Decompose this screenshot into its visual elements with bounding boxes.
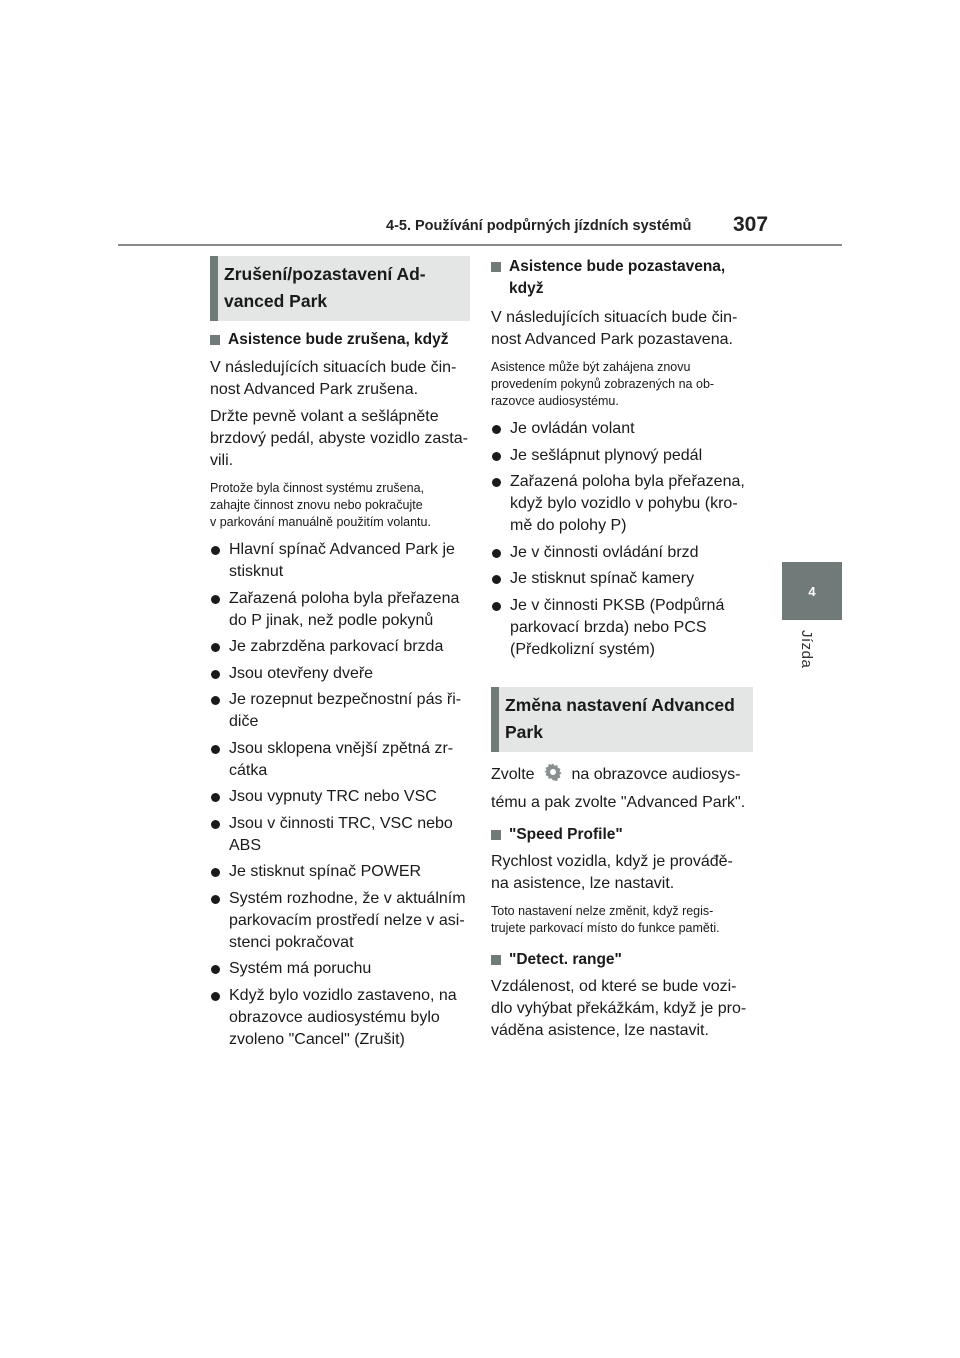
- bullet-dot-icon: [211, 868, 220, 877]
- bullet-item: [210, 663, 470, 685]
- subhead-line: když: [509, 280, 544, 297]
- bullet-line: (Předkolizní systém): [510, 640, 655, 658]
- bullet-text: [229, 813, 453, 857]
- bullet-line: Když bylo vozidlo zastaveno, na: [229, 986, 457, 1004]
- gear-icon: [543, 762, 563, 789]
- bullet-item: [210, 861, 470, 883]
- paragraph-line: váděna asistence, lze nastavit.: [491, 1021, 709, 1039]
- page-number: 307: [733, 213, 769, 236]
- bullet-text: [229, 663, 373, 685]
- paragraph-line: brzdový pedál, abyste vozidlo zasta-: [210, 430, 468, 447]
- paragraph-line: tému a pak zvolte "Advanced Park".: [491, 793, 746, 811]
- square-bullet-icon: [491, 262, 501, 272]
- bullet-line: ABS: [229, 836, 262, 854]
- paragraph-line: na asistence, lze nastavit.: [491, 874, 675, 892]
- bullet-line: Jsou sklopena vnější zpětná zr-: [229, 739, 454, 757]
- subhead-cancelled: [210, 329, 470, 351]
- bullet-text: [229, 985, 457, 1051]
- note-line: Toto nastavení nelze změnit, když regis-: [491, 903, 714, 918]
- bullet-line: Systém má poruchu: [229, 960, 372, 977]
- paragraph-line: V následujících situacích bude čin-: [491, 309, 738, 326]
- subhead-text: "Speed Profile": [509, 825, 623, 843]
- bullet-dot-icon: [492, 478, 501, 487]
- bullet-dot-icon: [211, 696, 220, 705]
- bullet-text: [229, 958, 371, 980]
- bullet-text: [229, 588, 459, 632]
- bullet-text: [510, 542, 699, 564]
- note: [210, 480, 470, 531]
- bullet-item: [491, 568, 753, 590]
- bullet-text: [510, 418, 635, 440]
- bullet-line: Je stisknut spínač kamery: [510, 570, 695, 587]
- bullet-item: [210, 813, 470, 857]
- bullet-line: Zařazená poloha byla přeřazena,: [510, 473, 745, 490]
- bullet-line: Je stisknut spínač POWER: [229, 863, 422, 880]
- bullet-dot-icon: [492, 575, 501, 584]
- bullet-line: Je zabrzděna parkovací brzda: [229, 638, 444, 655]
- paragraph-line: Vzdálenost, od které se bude vozi-: [491, 977, 737, 995]
- note-line: Protože byla činnost systému zrušena,: [210, 481, 424, 495]
- subhead-line: Asistence bude pozastavena,: [509, 258, 726, 275]
- paragraph-line: V následujících situacích bude čin-: [210, 359, 457, 376]
- header-section-title: 4-5. Používání podpůrných jízdních systémů: [386, 218, 692, 234]
- subhead-text: [509, 256, 725, 300]
- bullet-dot-icon: [211, 793, 220, 802]
- bullet-item: [210, 738, 470, 782]
- bullet-dot-icon: [492, 425, 501, 434]
- square-bullet-icon: [210, 335, 220, 345]
- bullet-dot-icon: [211, 546, 220, 555]
- bullet-dot-icon: [492, 602, 501, 611]
- section-heading-cancel: [210, 256, 470, 321]
- bullet-text: [510, 568, 694, 590]
- section-heading-line: vanced Park: [224, 291, 328, 311]
- bullet-text: [510, 445, 702, 467]
- bullet-item: [210, 888, 470, 954]
- bullet-line: obrazovce audiosystému bylo: [229, 1008, 440, 1026]
- bullet-text: [510, 471, 745, 537]
- header-rule: [118, 244, 842, 246]
- bullet-text: [229, 786, 437, 808]
- note-line: razovce audiosystému.: [491, 394, 619, 408]
- section-heading-line: Změna nastavení Advanced: [505, 694, 735, 715]
- paragraph-line: [491, 762, 753, 789]
- paragraph: [491, 976, 753, 1042]
- bullet-dot-icon: [211, 820, 220, 829]
- subhead-text: "Detect. range": [509, 950, 622, 968]
- bullet-dot-icon: [211, 670, 220, 679]
- bullet-list: [491, 418, 753, 661]
- bullet-line: Jsou vypnuty TRC nebo VSC: [229, 788, 437, 805]
- bullet-item: [210, 636, 470, 658]
- subhead-speed-profile: [491, 824, 753, 846]
- paragraph: [491, 851, 753, 895]
- paragraph-line: dlo vyhýbat překážkám, když je pro-: [491, 999, 747, 1017]
- bullet-text: [229, 861, 421, 883]
- section-heading-line: Zrušení/pozastavení Ad-: [224, 264, 426, 284]
- paragraph: [210, 406, 470, 472]
- bullet-line: když bylo vozidlo v pohybu (kro-: [510, 495, 738, 512]
- section-heading-settings: [491, 687, 753, 752]
- bullet-item: [210, 958, 470, 980]
- subhead-text: Asistence bude zrušena, když: [228, 331, 449, 348]
- subhead-paused: [491, 256, 753, 300]
- note-line: trujete parkovací místo do funkce paměti.: [491, 920, 720, 935]
- bullet-dot-icon: [211, 643, 220, 652]
- bullet-line: mě do polohy P): [510, 517, 627, 534]
- paragraph-line: nost Advanced Park pozastavena.: [491, 331, 733, 348]
- bullet-dot-icon: [492, 452, 501, 461]
- bullet-line: zvoleno "Cancel" (Zrušit): [229, 1030, 405, 1048]
- bullet-line: cátka: [229, 761, 268, 779]
- bullet-dot-icon: [211, 965, 220, 974]
- note-line: v parkování manuálně použitím volantu.: [210, 515, 431, 529]
- bullet-dot-icon: [211, 595, 220, 604]
- bullet-dot-icon: [211, 745, 220, 754]
- bullet-list: [210, 539, 470, 1051]
- bullet-line: do P jinak, než podle pokynů: [229, 611, 434, 629]
- left-column: [210, 256, 470, 1051]
- bullet-dot-icon: [211, 895, 220, 904]
- note-line: Asistence může být zahájena znovu: [491, 360, 691, 374]
- paragraph-line: Držte pevně volant a sešlápněte: [210, 408, 439, 425]
- bullet-line: parkovací brzda) nebo PCS: [510, 618, 707, 636]
- paragraph-line: vili.: [210, 452, 234, 469]
- bullet-line: Je rozepnut bezpečnostní pás ři-: [229, 691, 462, 708]
- bullet-line: Systém rozhodne, že v aktuálním: [229, 889, 466, 907]
- square-bullet-icon: [491, 955, 501, 965]
- bullet-line: diče: [229, 713, 259, 730]
- bullet-line: stisknut: [229, 563, 284, 580]
- paragraph-line: nost Advanced Park zrušena.: [210, 381, 419, 398]
- bullet-text: [229, 738, 453, 782]
- note-line: zahajte činnost znovu nebo pokračujte: [210, 498, 423, 512]
- bullet-text: [229, 636, 443, 658]
- bullet-item: [210, 588, 470, 632]
- bullet-item: [491, 445, 753, 467]
- bullet-line: stenci pokračovat: [229, 933, 354, 951]
- bullet-item: [491, 542, 753, 564]
- bullet-text: [229, 689, 461, 733]
- note-line: provedením pokynů zobrazených na ob-: [491, 377, 715, 391]
- bullet-item: [210, 786, 470, 808]
- bullet-dot-icon: [492, 549, 501, 558]
- chapter-tab: [782, 562, 842, 620]
- text-span: Zvolte: [491, 765, 535, 783]
- bullet-item: [210, 985, 470, 1051]
- bullet-line: Jsou v činnosti TRC, VSC nebo: [229, 814, 453, 832]
- paragraph-line: Rychlost vozidla, když je prováđě-: [491, 852, 733, 870]
- bullet-line: Jsou otevřeny dveře: [229, 664, 374, 682]
- bullet-item: [210, 689, 470, 733]
- bullet-line: Je ovládán volant: [510, 420, 635, 437]
- bullet-text: [229, 888, 466, 954]
- bullet-item: [491, 418, 753, 440]
- chapter-number: 4: [808, 583, 816, 599]
- bullet-text: [229, 539, 455, 583]
- note: [491, 903, 753, 937]
- bullet-dot-icon: [211, 992, 220, 1001]
- paragraph: [210, 357, 470, 401]
- bullet-line: Je v činnosti PKSB (Podpůrná: [510, 596, 725, 614]
- text-span: na obrazovce audiosys-: [571, 765, 741, 783]
- bullet-line: Je sešlápnut plynový pedál: [510, 446, 703, 464]
- bullet-item: [491, 595, 753, 661]
- bullet-line: Hlavní spínač Advanced Park je: [229, 541, 455, 558]
- bullet-line: Zařazená poloha byla přeřazena: [229, 589, 460, 607]
- paragraph: [491, 307, 753, 351]
- bullet-line: parkovacím prostředí nelze v asi-: [229, 911, 465, 929]
- note: [491, 359, 753, 410]
- chapter-label: Jízda: [798, 630, 815, 669]
- bullet-text: [510, 595, 724, 661]
- bullet-item: [210, 539, 470, 583]
- bullet-item: [491, 471, 753, 537]
- right-column: [491, 256, 753, 1042]
- square-bullet-icon: [491, 830, 501, 840]
- section-heading-line: Park: [505, 721, 543, 742]
- paragraph: [491, 762, 753, 814]
- bullet-line: Je v činnosti ovládání brzd: [510, 543, 699, 561]
- subhead-detect-range: [491, 949, 753, 971]
